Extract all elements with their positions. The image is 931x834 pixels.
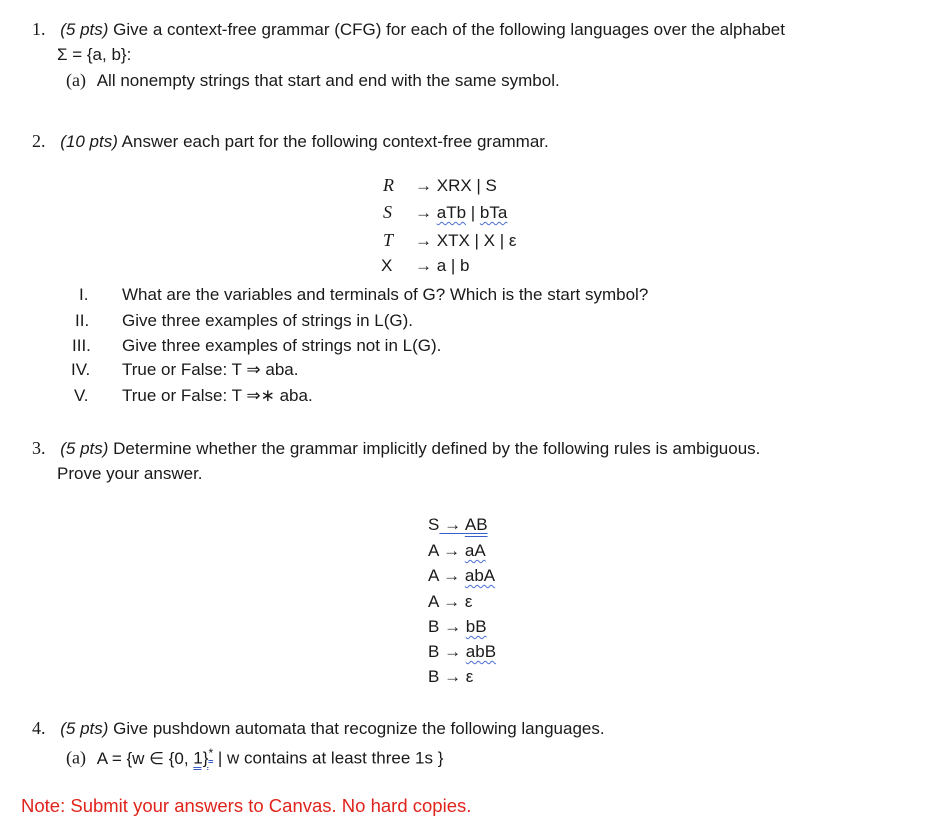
rule-arrow: → [439, 617, 466, 636]
q2-rule-r [383, 174, 497, 197]
rule-rhs: aA [464, 541, 486, 560]
q3-text: Determine whether the grammar implicitly defined by the following rules is ambiguous. [108, 439, 761, 458]
rule-lhs: B [428, 617, 440, 636]
q3-points: (5 pts) [60, 439, 109, 458]
rule-lhs: R [383, 175, 394, 195]
rule-lhs: B [428, 642, 440, 661]
rule-arrow: → [438, 566, 465, 585]
rule-lhs: A [428, 541, 439, 560]
part-label: IV. [71, 360, 91, 379]
q1-alphabet: Σ = {a, b}: [57, 45, 132, 64]
q2-line [32, 130, 549, 153]
part-label: V. [74, 386, 89, 405]
q3-number: 3. [32, 438, 46, 458]
q2-rule-t [383, 229, 516, 252]
part-text: Give three examples of strings not in L(G). [122, 336, 442, 355]
rule-rhs: abA [464, 566, 496, 585]
part-label: III. [72, 336, 91, 355]
q1-part-a-text: All nonempty strings that start and end with the same symbol. [96, 71, 560, 90]
part-text: True or False: T ⇒ aba. [122, 360, 299, 379]
part-text: True or False: T ⇒∗ aba. [122, 386, 313, 405]
rule-rhs: ε [464, 592, 473, 611]
rule-rhs: AB [464, 515, 488, 534]
q4-number: 4. [32, 718, 46, 738]
rule-lhs: A [428, 592, 439, 611]
q4-part-a-label: (a) [66, 747, 86, 768]
rule-rhs: abB [465, 642, 497, 661]
rule-arrow: → [415, 256, 437, 275]
q2-rule-x [381, 255, 470, 277]
part-label: I. [79, 285, 89, 304]
q3-rule-6 [428, 641, 496, 663]
q3-rule-5 [428, 616, 487, 638]
rule-lhs: X [381, 256, 393, 275]
rule-arrow: → [415, 231, 437, 250]
q3-rule-2 [428, 540, 486, 562]
rule-rhs: ε [465, 667, 474, 686]
q3-rule-3 [428, 565, 495, 587]
rule-sep: | [466, 203, 480, 222]
rule-arrow: → [439, 515, 465, 534]
q1-part-a [66, 69, 560, 92]
q1-text: Give a context-free grammar (CFG) for each of the following languages over the alphabet [108, 20, 785, 39]
part-text: Give three examples of strings in L(G). [122, 311, 414, 330]
q4-text: Give pushdown automata that recognize the following languages. [108, 719, 605, 738]
q4-line [32, 717, 605, 740]
rule-lhs: A [428, 566, 439, 585]
rule-rhs: a | b [436, 256, 470, 275]
rule-lhs: T [383, 230, 394, 250]
rule-arrow: → [415, 176, 437, 195]
rule-rhs: XRX | S [436, 176, 497, 195]
rule-lhs: S [383, 202, 392, 222]
q3-rule-1 [428, 514, 488, 536]
rule-arrow: → [439, 667, 466, 686]
q4-part-a-under: 1} [193, 748, 209, 768]
q4-part-a [66, 742, 443, 770]
q2-number: 2. [32, 131, 46, 151]
q2-rule-s [383, 201, 507, 224]
q4-part-a-pre: A = {w ∈ {0, [96, 748, 194, 768]
q4-part-a-post: | w contains at least three 1s } [213, 748, 444, 768]
q3-line [32, 437, 760, 460]
rule-lhs: B [428, 667, 440, 686]
q3-rule-7 [428, 666, 473, 688]
part-label: II. [75, 311, 90, 330]
rule-rhs: XTX | X | ε [436, 231, 517, 250]
rule-rhs-b: bTa [479, 203, 508, 222]
submission-note: Note: Submit your answers to Canvas. No hard copies. [21, 795, 472, 816]
part-text: What are the variables and terminals of G? Which is the start symbol? [122, 285, 649, 304]
rule-arrow: → [415, 203, 437, 222]
rule-arrow: → [438, 592, 465, 611]
q1-line [32, 18, 785, 41]
rule-rhs-a: aTb [436, 203, 467, 222]
q1-points: (5 pts) [60, 20, 109, 39]
rule-arrow: → [438, 541, 465, 560]
rule-lhs: S [428, 515, 440, 534]
q2-text: Answer each part for the following context-free grammar. [117, 132, 549, 151]
q3-rule-4 [428, 591, 472, 613]
q1-number: 1. [32, 19, 46, 39]
rule-rhs: bB [465, 617, 487, 636]
q1-part-a-label: (a) [66, 70, 86, 90]
q4-part-a-star: * [208, 746, 214, 760]
rule-arrow: → [439, 642, 466, 661]
q4-points: (5 pts) [60, 719, 109, 738]
q2-points: (10 pts) [60, 132, 118, 151]
q3-text-2: Prove your answer. [57, 464, 203, 483]
